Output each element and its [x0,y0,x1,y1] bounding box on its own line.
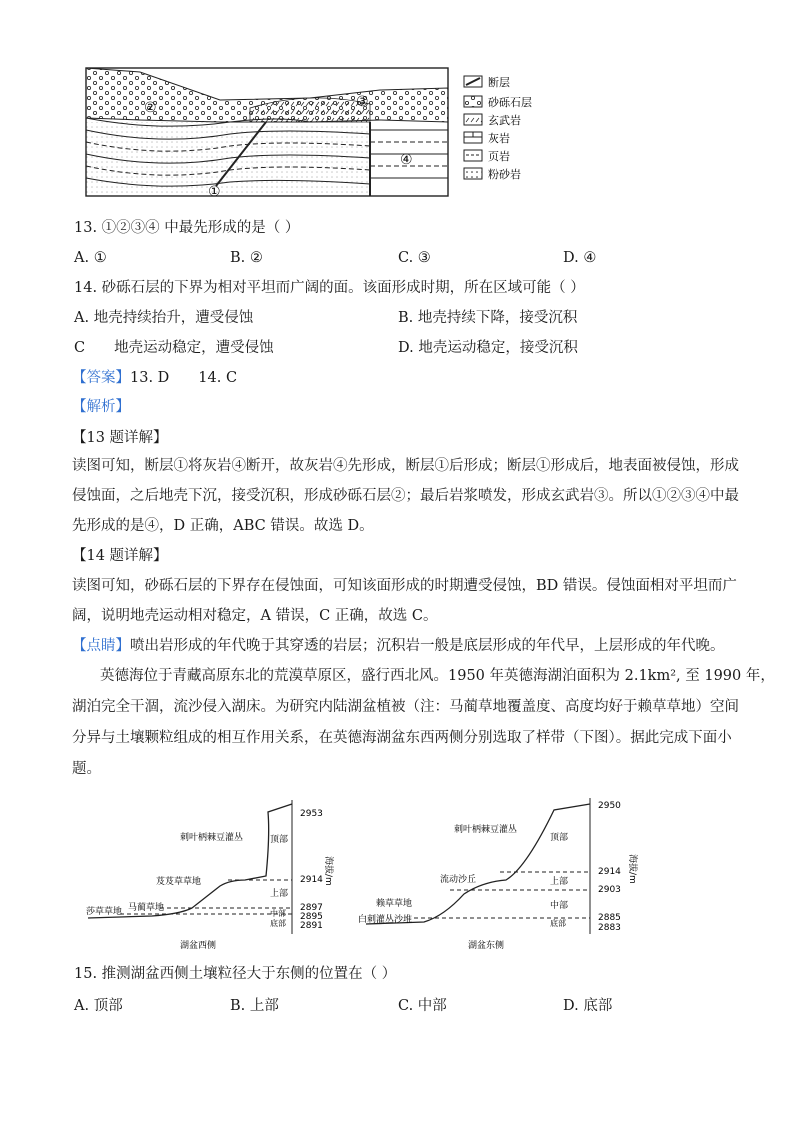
q14-stem: 14. 砂砾石层的下界为相对平坦而广阔的面。该面形成时期，所在区域可能（ ） [74,280,585,296]
q15-stem: 15. 推测湖盆西侧土壤粒径大于东侧的位置在（ ） [74,966,397,982]
q15-option-d[interactable]: D. 底部 [563,998,613,1014]
east-veg-2: 流动沙丘 [440,875,477,885]
west-veg-1: 刺叶柄棘豆灌丛 [180,833,244,843]
west-veg-3: 马蔺草地 [128,903,165,913]
answer-tag: 【答案】 [72,370,130,386]
d13-title: 【13 题详解】 [72,430,168,446]
q15-option-c[interactable]: C. 中部 [398,998,447,1014]
d13-line-3: 先形成的是④，D 正确，ABC 错误。故选 D。 [72,518,374,534]
east-veg-3: 赖草草地 [376,899,413,909]
q14-option-b[interactable]: B. 地壳持续下降，接受沉积 [398,310,578,326]
east-caption: 湖盆东侧 [468,941,505,951]
q15-option-b[interactable]: B. 上部 [230,998,279,1014]
analysis-tag: 【解析】 [72,399,130,415]
legend [464,75,532,181]
geology-figure [80,60,540,200]
passage-line-2: 湖泊完全干涸，流沙侵入湖床。为研究内陆湖盆植被（注：马蔺草地覆盖度、高度均好于赖草草地）空间 [72,699,739,715]
east-tick-1: 2950 [598,801,621,811]
east-zone-upper: 上部 [550,877,569,887]
q13-stem: 13. ①②③④ 中最先形成的是（ ） [74,220,300,236]
east-tick-4: 2885 [598,913,621,923]
dianjing-text: 喷出岩形成的年代晚于其穿透的岩层；沉积岩一般是底层形成的年代早，上层形成的年代晚。 [130,638,725,654]
west-caption: 湖盆西侧 [180,941,217,951]
east-tick-3: 2903 [598,885,621,895]
east-zone-middle: 中部 [550,901,569,911]
east-tick-5: 2883 [598,923,621,933]
q14-option-c[interactable]: C 地壳运动稳定，遭受侵蚀 [74,340,274,356]
answer-row [72,368,237,388]
west-profile-figure [80,796,340,956]
east-zone-top: 顶部 [550,833,569,843]
west-veg-2: 芨芨草草地 [156,877,202,887]
d14-line-1: 读图可知，砂砾石层的下界存在侵蚀面，可知该面形成的时期遭受侵蚀，BD 错误。侵蚀面相对平坦而广 [72,578,737,594]
q15-option-a[interactable]: A. 顶部 [74,998,123,1014]
marker-2: ② [144,100,157,116]
west-zone-upper: 上部 [270,889,289,899]
west-zone-middle: 中部 [270,909,286,918]
legend-basalt: 玄武岩 [488,114,521,127]
east-axis-label: 海拔/m [627,854,637,884]
d14-line-2: 阔，说明地壳运动相对稳定，A 错误，C 正确，故选 C。 [72,608,438,624]
dianjing-tag: 【点睛】 [72,638,130,654]
passage-line-1: 英德海位于青藏高原东北的荒漠草原区，盛行西北风。1950 年英德海湖泊面积为 2.1km², 至 1990 年， [100,668,775,684]
west-tick-4: 2895 [300,912,323,922]
west-tick-1: 2953 [300,809,323,819]
west-tick-3: 2897 [300,903,323,913]
west-tick-2: 2914 [300,875,323,885]
geology-section-svg [80,60,540,200]
marker-4: ④ [400,152,413,168]
west-tick-5: 2891 [300,921,323,931]
passage-line-4: 题。 [72,761,101,777]
dianjing-row [72,636,725,656]
west-veg-4: 莎草草地 [86,907,123,917]
east-veg-4: 白刺灌丛沙堆 [358,915,413,925]
legend-shale: 页岩 [488,150,510,163]
d13-line-1: 读图可知，断层①将灰岩④断开，故灰岩④先形成，断层①后形成；断层①形成后，地表面被侵蚀，形成 [72,458,739,474]
marker-3: ③ [356,94,369,110]
west-axis-label: 海拔/m [323,856,333,886]
d13-line-2: 侵蚀面，之后地壳下沉，接受沉积，形成砂砾石层②；最后岩浆喷发，形成玄武岩③。所以①②③④中最 [72,488,739,504]
q14-option-d[interactable]: D. 地壳运动稳定，接受沉积 [398,340,578,356]
q13-option-d[interactable]: D. ④ [563,250,597,266]
passage-line-3: 分异与土壤颗粒组成的相互作用关系，在英德海湖盆东西两侧分别选取了样带（下图）。据此完成下面小 [72,730,732,746]
q13-option-b[interactable]: B. ② [230,250,263,266]
legend-limestone: 灰岩 [488,132,510,145]
east-profile-svg [354,794,654,956]
east-profile-figure [354,794,654,956]
q13-option-c[interactable]: C. ③ [398,250,431,266]
east-zone-bottom: 底部 [550,919,566,928]
west-profile-svg [80,796,340,956]
q13-option-a[interactable]: A. ① [74,250,107,266]
legend-fault: 断层 [488,76,510,89]
east-veg-1: 刺叶柄棘豆灌丛 [454,825,518,835]
marker-1: ① [208,184,221,200]
answer-text: 13. D 14. C [130,370,238,386]
legend-gravel: 砂砾石层 [488,96,532,109]
q14-option-a[interactable]: A. 地壳持续抬升，遭受侵蚀 [74,310,254,326]
west-zone-bottom: 底部 [270,919,286,928]
d14-title: 【14 题详解】 [72,548,168,564]
legend-siltstone: 粉砂岩 [488,168,521,181]
east-tick-2: 2914 [598,867,621,877]
west-zone-top: 顶部 [270,835,289,845]
